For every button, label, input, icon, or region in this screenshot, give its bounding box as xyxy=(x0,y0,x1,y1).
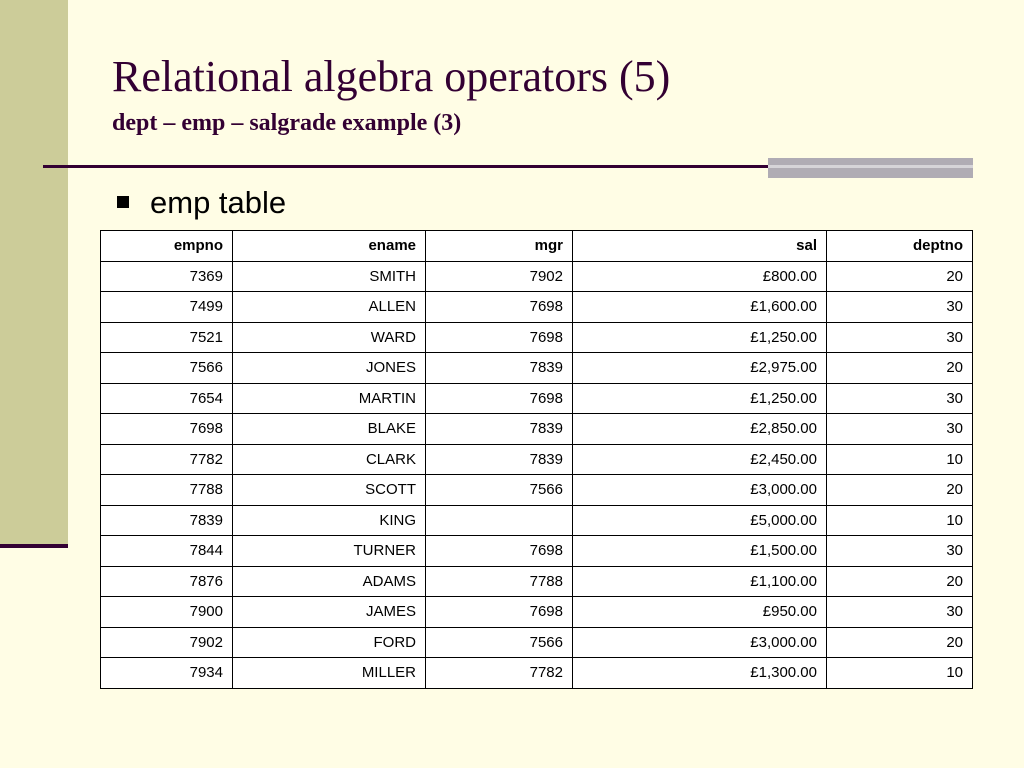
cell-ename: ALLEN xyxy=(233,292,426,323)
cell-deptno: 30 xyxy=(827,597,973,628)
table-row xyxy=(101,353,973,384)
cell-ename: SMITH xyxy=(233,261,426,292)
column-header-deptno: deptno xyxy=(827,231,973,262)
cell-sal: £950.00 xyxy=(573,597,827,628)
table-row xyxy=(101,566,973,597)
cell-mgr: 7566 xyxy=(426,475,573,506)
cell-ename: WARD xyxy=(233,322,426,353)
column-header-empno: empno xyxy=(101,231,233,262)
cell-empno: 7369 xyxy=(101,261,233,292)
table-row xyxy=(101,414,973,445)
column-header-sal: sal xyxy=(573,231,827,262)
cell-deptno: 10 xyxy=(827,444,973,475)
cell-sal: £3,000.00 xyxy=(573,475,827,506)
cell-sal: £3,000.00 xyxy=(573,627,827,658)
cell-sal: £2,975.00 xyxy=(573,353,827,384)
cell-empno: 7654 xyxy=(101,383,233,414)
cell-deptno: 30 xyxy=(827,292,973,323)
square-bullet-icon xyxy=(117,196,129,208)
cell-sal: £5,000.00 xyxy=(573,505,827,536)
cell-ename: TURNER xyxy=(233,536,426,567)
table-row xyxy=(101,536,973,567)
cell-empno: 7698 xyxy=(101,414,233,445)
left-band-rule xyxy=(0,544,68,548)
cell-ename: MARTIN xyxy=(233,383,426,414)
cell-deptno: 10 xyxy=(827,505,973,536)
table-row xyxy=(101,383,973,414)
cell-mgr: 7782 xyxy=(426,658,573,689)
cell-ename: SCOTT xyxy=(233,475,426,506)
cell-empno: 7788 xyxy=(101,475,233,506)
cell-deptno: 20 xyxy=(827,566,973,597)
bullet-text: emp table xyxy=(150,185,287,220)
cell-empno: 7782 xyxy=(101,444,233,475)
cell-sal: £2,850.00 xyxy=(573,414,827,445)
cell-deptno: 20 xyxy=(827,627,973,658)
cell-deptno: 30 xyxy=(827,383,973,414)
cell-empno: 7839 xyxy=(101,505,233,536)
cell-mgr: 7839 xyxy=(426,353,573,384)
cell-mgr: 7698 xyxy=(426,292,573,323)
table-row xyxy=(101,658,973,689)
cell-mgr: 7839 xyxy=(426,414,573,445)
cell-mgr: 7698 xyxy=(426,322,573,353)
cell-deptno: 10 xyxy=(827,658,973,689)
table-row xyxy=(101,261,973,292)
cell-ename: FORD xyxy=(233,627,426,658)
emp-table xyxy=(100,230,973,689)
cell-sal: £1,250.00 xyxy=(573,383,827,414)
cell-empno: 7902 xyxy=(101,627,233,658)
table-row xyxy=(101,597,973,628)
cell-sal: £1,100.00 xyxy=(573,566,827,597)
column-header-mgr: mgr xyxy=(426,231,573,262)
cell-sal: £1,600.00 xyxy=(573,292,827,323)
table-row xyxy=(101,627,973,658)
table-row xyxy=(101,444,973,475)
cell-ename: KING xyxy=(233,505,426,536)
cell-mgr: 7698 xyxy=(426,536,573,567)
table-row xyxy=(101,505,973,536)
cell-mgr: 7902 xyxy=(426,261,573,292)
cell-ename: BLAKE xyxy=(233,414,426,445)
title-accent-bar-line xyxy=(768,165,973,168)
cell-mgr: 7788 xyxy=(426,566,573,597)
cell-empno: 7844 xyxy=(101,536,233,567)
left-decorative-band xyxy=(0,0,68,544)
cell-mgr: 7698 xyxy=(426,597,573,628)
cell-deptno: 20 xyxy=(827,261,973,292)
slide-title: Relational algebra operators (5) xyxy=(112,52,671,101)
table-row xyxy=(101,322,973,353)
table-header-row xyxy=(101,231,973,262)
cell-mgr: 7839 xyxy=(426,444,573,475)
cell-deptno: 20 xyxy=(827,353,973,384)
cell-sal: £2,450.00 xyxy=(573,444,827,475)
cell-deptno: 20 xyxy=(827,475,973,506)
cell-ename: MILLER xyxy=(233,658,426,689)
cell-ename: JONES xyxy=(233,353,426,384)
cell-empno: 7521 xyxy=(101,322,233,353)
table-row xyxy=(101,475,973,506)
cell-ename: ADAMS xyxy=(233,566,426,597)
title-accent-bar xyxy=(768,158,973,178)
cell-sal: £800.00 xyxy=(573,261,827,292)
cell-sal: £1,500.00 xyxy=(573,536,827,567)
cell-ename: JAMES xyxy=(233,597,426,628)
column-header-ename: ename xyxy=(233,231,426,262)
cell-empno: 7566 xyxy=(101,353,233,384)
cell-mgr: 7698 xyxy=(426,383,573,414)
cell-empno: 7499 xyxy=(101,292,233,323)
cell-deptno: 30 xyxy=(827,536,973,567)
cell-empno: 7934 xyxy=(101,658,233,689)
cell-deptno: 30 xyxy=(827,414,973,445)
cell-sal: £1,250.00 xyxy=(573,322,827,353)
cell-deptno: 30 xyxy=(827,322,973,353)
table-row xyxy=(101,292,973,323)
cell-sal: £1,300.00 xyxy=(573,658,827,689)
slide-subtitle: dept – emp – salgrade example (3) xyxy=(112,110,462,136)
cell-mgr: 7566 xyxy=(426,627,573,658)
cell-empno: 7876 xyxy=(101,566,233,597)
cell-empno: 7900 xyxy=(101,597,233,628)
cell-ename: CLARK xyxy=(233,444,426,475)
cell-mgr xyxy=(426,505,573,536)
